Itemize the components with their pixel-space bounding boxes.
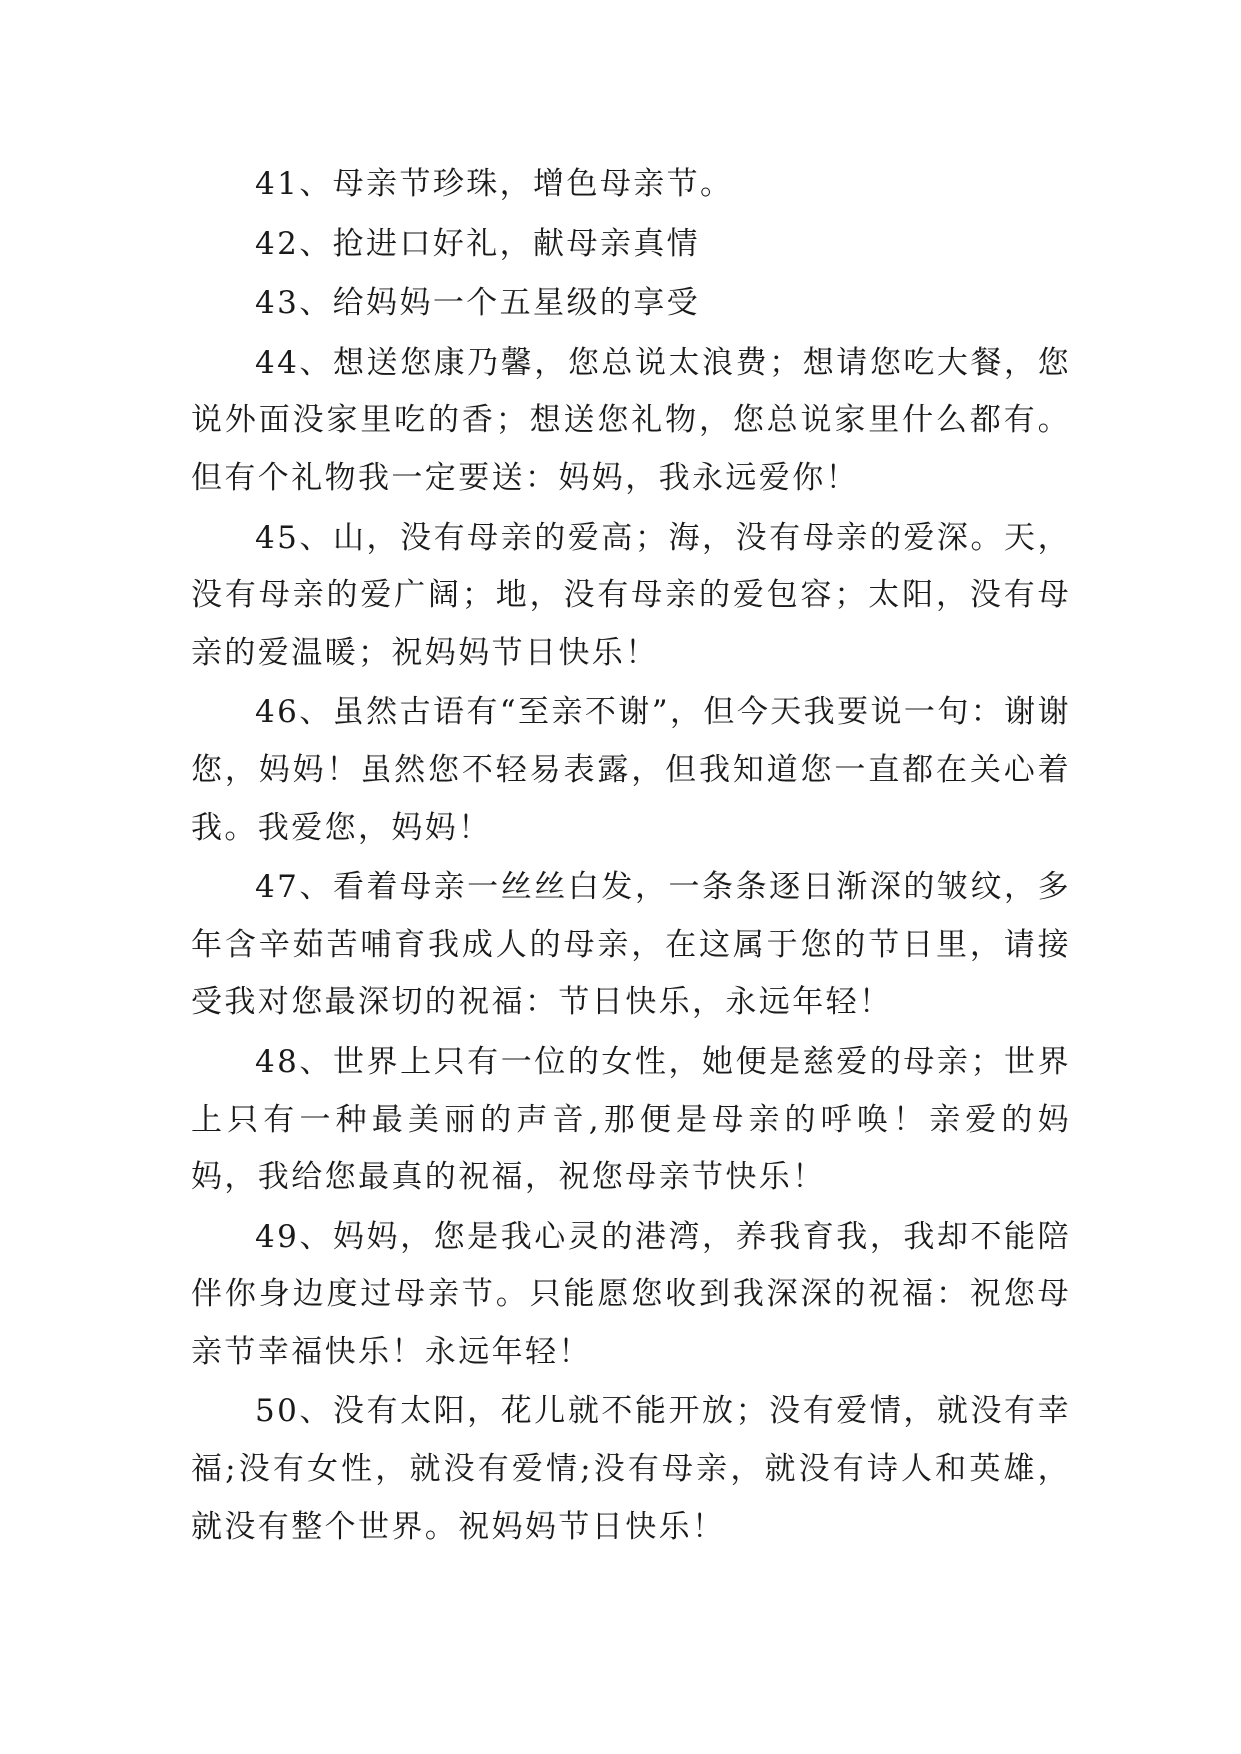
paragraph-42: 42、抢进口好礼，献母亲真情	[255, 225, 701, 262]
paragraph-47: 47、看着母亲一丝丝白发，一条条逐日渐深的皱纹，多年含辛茹苦哺育我成人的母亲，在这属于您的节日里，请接受我对您最深切的祝福：节日快乐，永远年轻！	[191, 869, 1071, 1021]
paragraph-48: 48、世界上只有一位的女性，她便是慈爱的母亲；世界上只有一种最美丽的声音,那便是母亲的呼唤！亲爱的妈妈，我给您最真的祝福，祝您母亲节快乐！	[191, 1043, 1071, 1196]
paragraph-44: 44、想送您康乃馨，您总说太浪费；想请您吃大餐，您说外面没家里吃的香；想送您礼物，您总说家里什么都有。但有个礼物我一定要送：妈妈，我永远爱你！	[191, 344, 1071, 496]
document-body	[191, 156, 1071, 1558]
paragraph-43: 43、给妈妈一个五星级的享受	[255, 285, 701, 322]
paragraph-41: 41、母亲节珍珠，增色母亲节。	[255, 166, 734, 202]
paragraph-46: 46、虽然古语有“至亲不谢”，但今天我要说一句：谢谢您，妈妈！虽然您不轻易表露，但我知道您一直都在关心着我。我爱您，妈妈！	[191, 694, 1071, 846]
paragraph-50: 50、没有太阳，花儿就不能开放；没有爱情，就没有幸福;没有女性，就没有爱情;没有母亲，就没有诗人和英雄，就没有整个世界。祝妈妈节日快乐！	[191, 1393, 1071, 1545]
paragraph-45: 45、山，没有母亲的爱高；海，没有母亲的爱深。天，没有母亲的爱广阔；地，没有母亲的爱包容；太阳，没有母亲的爱温暖；祝妈妈节日快乐！	[191, 519, 1071, 671]
paragraph-49: 49、妈妈，您是我心灵的港湾，养我育我，我却不能陪伴你身边度过母亲节。只能愿您收到我深深的祝福：祝您母亲节幸福快乐！永远年轻！	[191, 1218, 1071, 1370]
